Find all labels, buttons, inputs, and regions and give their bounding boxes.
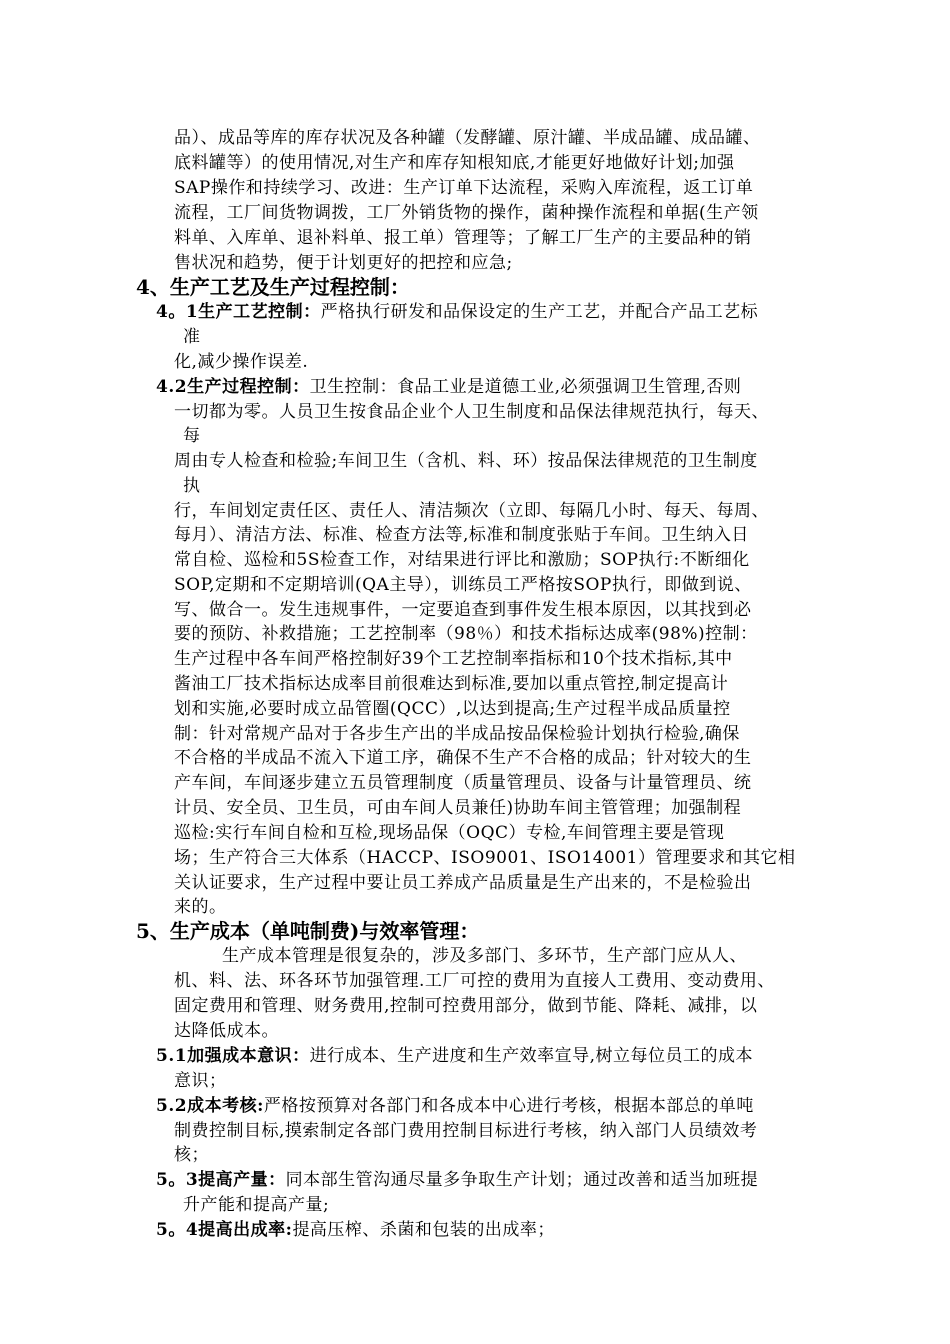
text-line: 酱油工厂技术指标达成率目前很难达到标准,要加以重点管控,制定提高计 [174, 674, 729, 694]
paragraph-label: 4。1生产工艺控制： [156, 302, 321, 322]
paragraph-5-1 [156, 1044, 753, 1068]
text-line: 达降低成本。 [174, 1021, 279, 1041]
text-run: 同本部生管沟通尽量多争取生产计划；通过改善和适当加班提 [285, 1170, 759, 1190]
text-line: 生产成本管理是很复杂的，涉及多部门、多环节，生产部门应从人、 [222, 946, 747, 966]
text-line: 行，车间划定责任区、责任人、清洁频次（立即、每隔几小时、每天、每周、 [174, 501, 769, 521]
text-line: 划和实施,必要时成立品管圈(QCC）,以达到提高;生产过程半成品质量控 [174, 699, 731, 719]
text-line: 固定费用和管理、财务费用,控制可控费用部分，做到节能、降耗、减排，以 [174, 996, 758, 1016]
text-line: 周由专人检查和检验;车间卫生（含机、料、环）按品保法律规范的卫生制度 [174, 451, 758, 471]
text-line: 流程，工厂间货物调拨，工厂外销货物的操作，菌种操作流程和单据(生产领 [174, 203, 759, 223]
text-line: 每 [183, 426, 201, 446]
text-line: 写、做合一。发生违规事件，一定要追查到事件发生根本原因，以其找到必 [174, 600, 752, 620]
section-heading: 5、生产成本（单吨制费)与效率管理： [136, 919, 480, 943]
text-line: 升产能和提高产量; [183, 1195, 330, 1215]
text-line: 准 [183, 327, 201, 347]
text-line: 要的预防、补救措施；工艺控制率（98％）和技术指标达成率(98%)控制： [174, 624, 758, 644]
text-line: 化,减少操作误差. [174, 352, 309, 372]
text-line: 制：针对常规产品对于各步生产出的半成品按品保检验计划执行检验,确保 [174, 724, 740, 744]
text-line: 料单、入库单、退补料单、报工单）管理等；了解工厂生产的主要品种的销 [174, 228, 752, 248]
paragraph-4-2 [156, 375, 741, 399]
section-heading: 4、生产工艺及生产过程控制： [136, 275, 410, 299]
text-line: 场；生产符合三大体系（HACCP、ISO9001、ISO14001）管理要求和其它相 [174, 848, 796, 868]
paragraph-label: 5。4提高出成率: [156, 1220, 293, 1240]
paragraph-4-1 [156, 300, 758, 324]
text-line: 每月）、清洁方法、标准、检查方法等,标准和制度张贴于车间。卫生纳入日 [174, 525, 749, 545]
text-line: 巡检:实行车间自检和互检,现场品保（OQC）专检,车间管理主要是管现 [174, 823, 725, 843]
text-line: 不合格的半成品不流入下道工序，确保不生产不合格的成品；针对较大的生 [174, 748, 752, 768]
text-line: 制费控制目标,摸索制定各部门费用控制目标进行考核，纳入部门人员绩效考 [174, 1121, 758, 1141]
text-line: 常自检、巡检和5S检查工作，对结果进行评比和激励；SOP执行:不断细化 [174, 550, 750, 570]
text-line: 执 [183, 476, 201, 496]
text-run: 提高压榨、杀菌和包装的出成率； [292, 1220, 555, 1240]
text-line: SAP操作和持续学习、改进：生产订单下达流程，采购入库流程，返工订单 [174, 178, 754, 198]
text-run: 卫生控制：食品工业是道德工业,必须强调卫生管理,否则 [309, 377, 742, 397]
paragraph-label: 5。3提高产量： [156, 1170, 286, 1190]
text-run: 严格执行研发和品保设定的生产工艺，并配合产品工艺标 [320, 302, 759, 322]
text-line: 机、料、法、环各环节加强管理.工厂可控的费用为直接人工费用、变动费用、 [174, 971, 775, 991]
text-line: 意识； [174, 1071, 227, 1091]
paragraph-label: 4.2生产过程控制： [156, 377, 310, 397]
paragraph-label: 5.1加强成本意识： [156, 1046, 310, 1066]
text-line: 关认证要求，生产过程中要让员工养成产品质量是生产出来的，不是检验出 [174, 873, 752, 893]
paragraph-5-2 [156, 1094, 754, 1118]
text-line: 生产过程中各车间严格控制好39个工艺控制率指标和10个技术指标,其中 [174, 649, 733, 669]
paragraph-5-3 [156, 1168, 758, 1192]
text-line: SOP,定期和不定期培训(QA主导），训练员工严格按SOP执行，即做到说、 [174, 575, 752, 595]
text-run: 严格按预算对各部门和各成本中心进行考核，根据本部总的单吨 [263, 1096, 754, 1116]
text-line: 底料罐等）的使用情况,对生产和库存知根知底,才能更好地做好计划;加强 [174, 153, 735, 173]
text-line: 核； [174, 1145, 209, 1165]
text-run: 进行成本、生产进度和生产效率宣导,树立每位员工的成本 [309, 1046, 753, 1066]
text-line: 来的。 [174, 897, 227, 917]
text-line: 计员、安全员、卫生员，可由车间人员兼任)协助车间主管管理；加强制程 [174, 798, 742, 818]
text-line: 售状况和趋势，便于计划更好的把控和应急; [174, 253, 513, 273]
text-line: 一切都为零。人员卫生按食品企业个人卫生制度和品保法律规范执行，每天、 [174, 402, 769, 422]
text-line: 品）、成品等库的库存状况及各种罐（发酵罐、原汁罐、半成品罐、成品罐、 [174, 128, 761, 148]
text-line: 产车间，车间逐步建立五员管理制度（质量管理员、设备与计量管理员、统 [174, 773, 752, 793]
paragraph-label: 5.2成本考核: [156, 1096, 264, 1116]
paragraph-5-4 [156, 1218, 555, 1242]
